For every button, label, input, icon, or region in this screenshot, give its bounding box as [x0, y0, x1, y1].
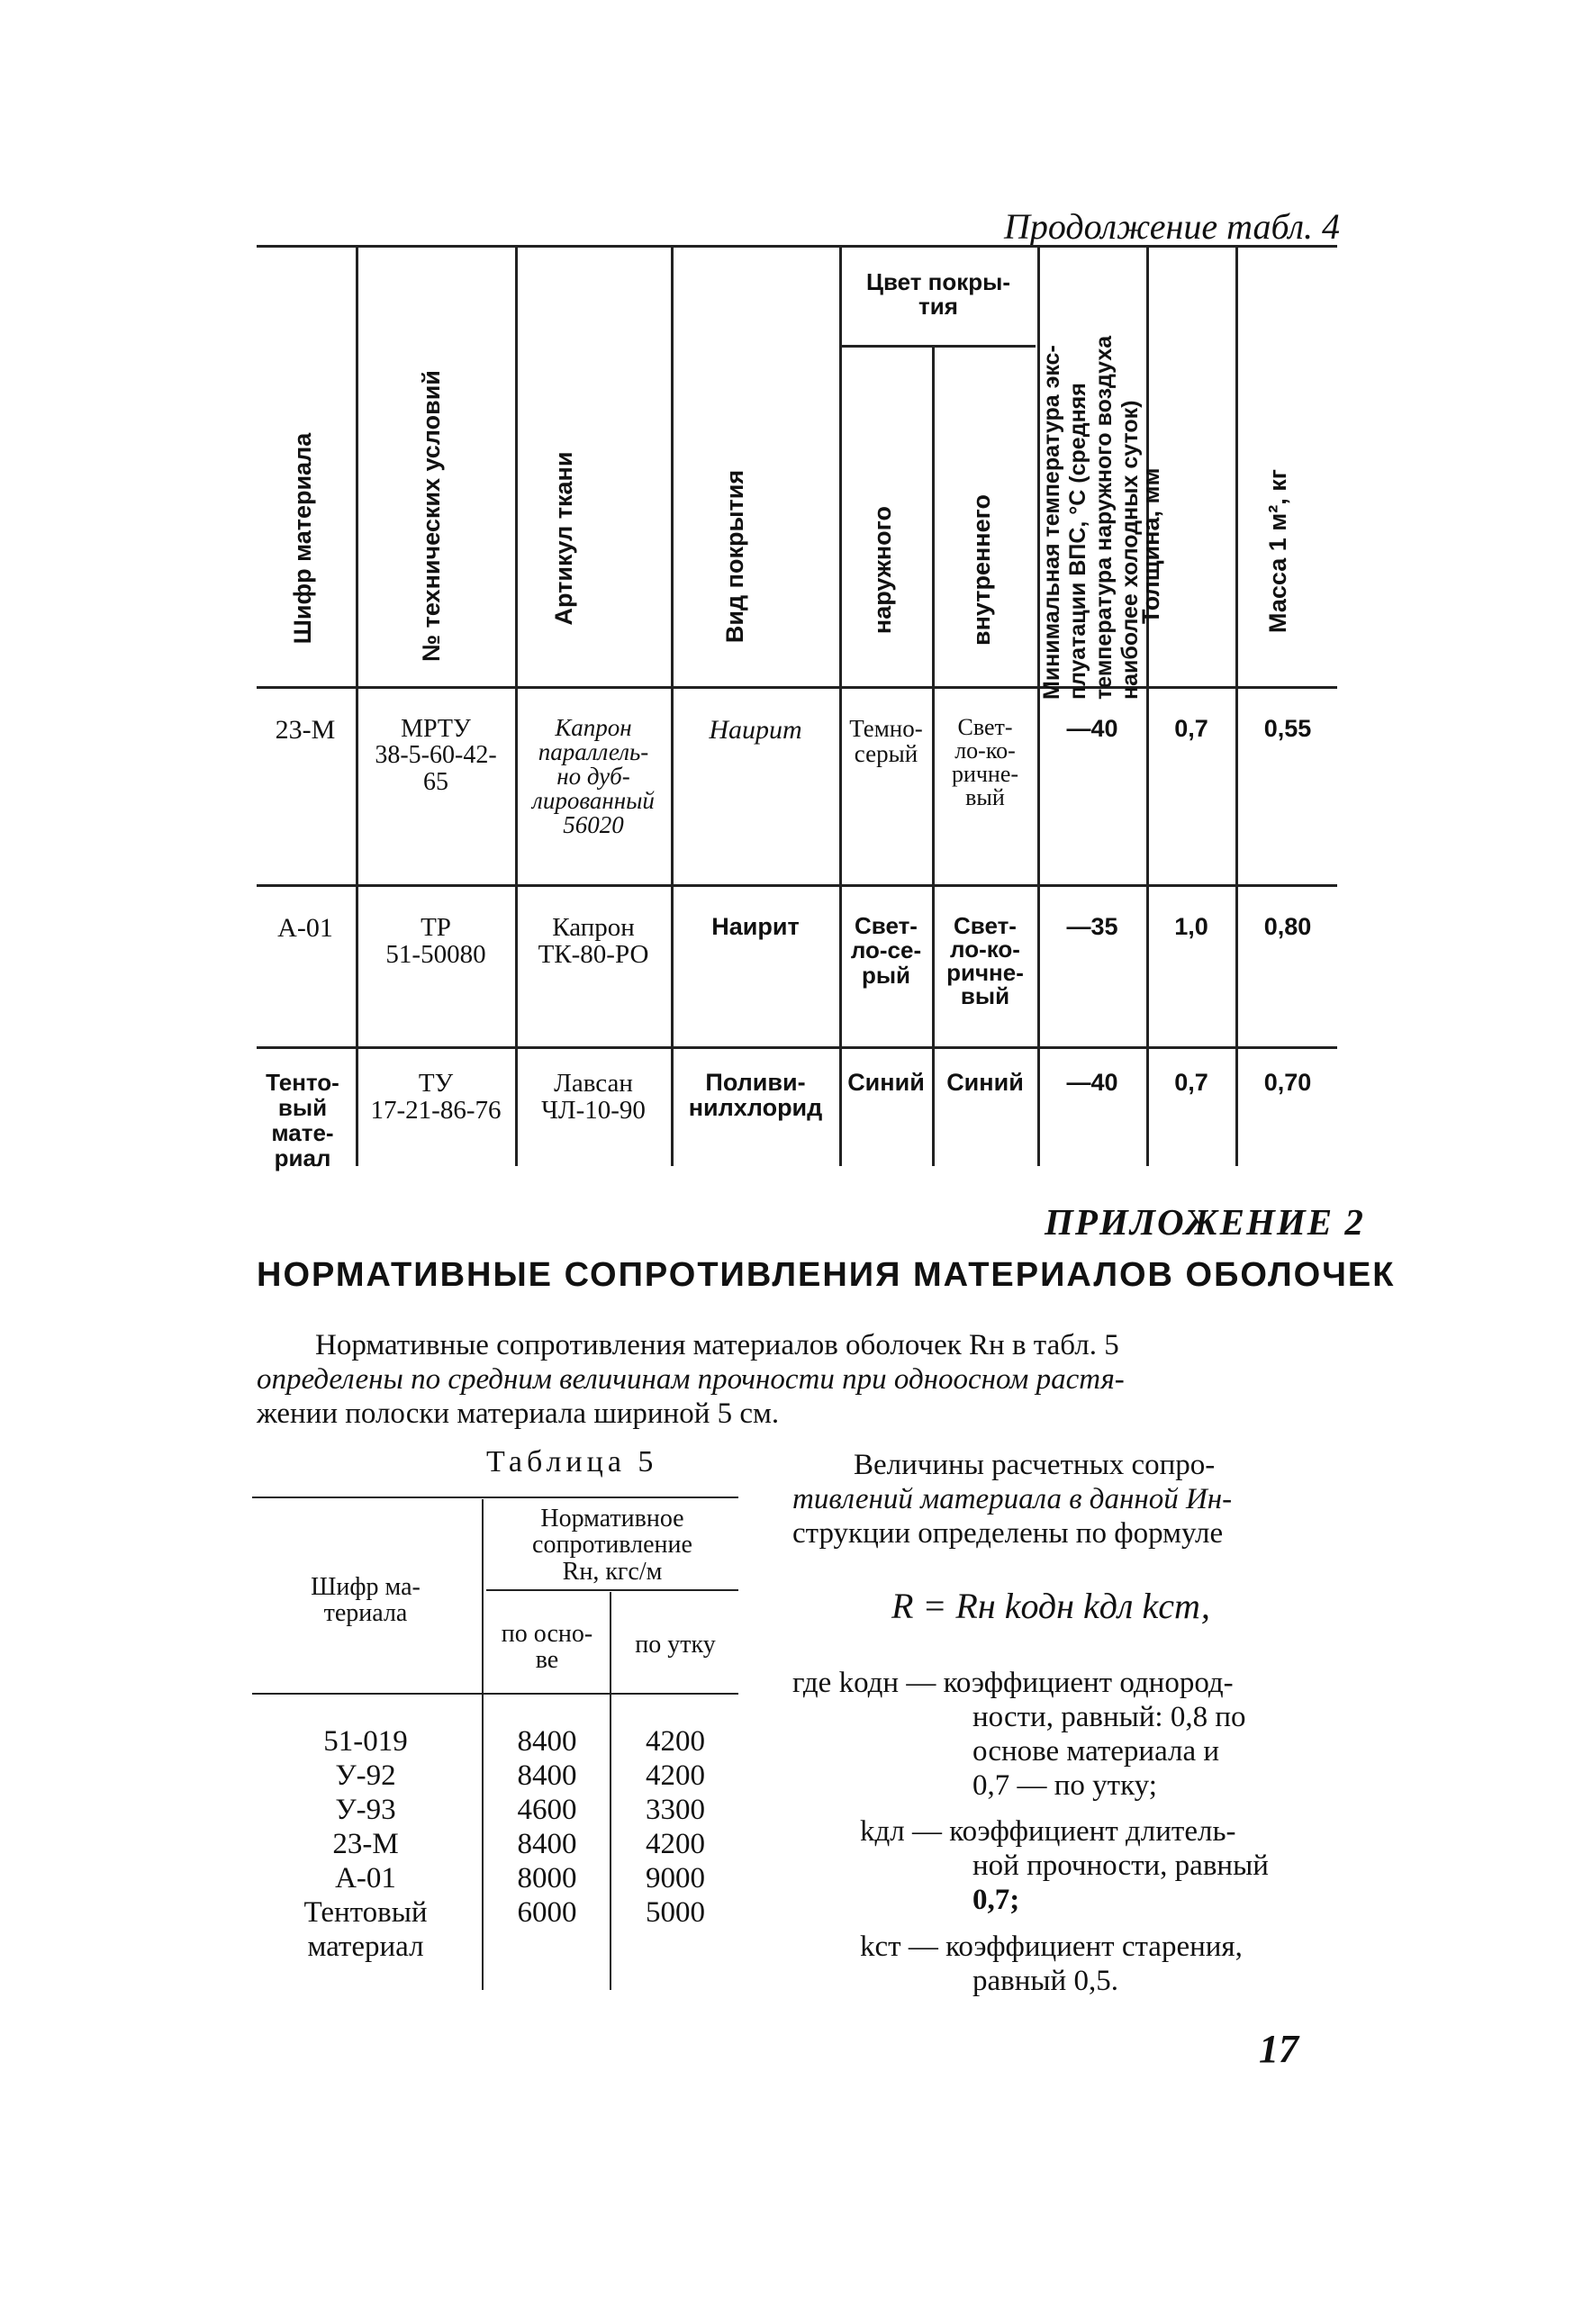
table4-row-rule — [257, 884, 1337, 887]
header-color-group: Цвет покры- тия — [865, 268, 1011, 321]
table5-col-divider — [482, 1499, 484, 1990]
appendix-paragraph-line: жении полоски материала шириной 5 см. — [257, 1397, 780, 1430]
table4-col-divider — [671, 248, 674, 1166]
t4-row1-code: 23-М — [275, 715, 336, 745]
table5-weft-values — [612, 1724, 738, 1930]
t4-row3-article: Лавсан ЧЛ-10-90 — [541, 1069, 646, 1126]
table5-weft-value: 4200 — [646, 1828, 705, 1860]
table5-weft-value: 3300 — [646, 1794, 705, 1826]
table5-header-rule — [252, 1693, 738, 1695]
table5-warp-value: 8000 — [517, 1862, 577, 1894]
definition-kdl-line: ной прочности, равный — [972, 1849, 1269, 1882]
header-coating: Вид покрытия — [721, 469, 748, 644]
t4-row2-outer: Свет- ло-се- рый — [850, 912, 922, 989]
table5-header-code: Шифр ма- териала — [311, 1573, 421, 1628]
t4-row1-inner: Свет- ло-ко- ричне- вый — [951, 714, 1019, 810]
t4-row1-outer: Темно- серый — [849, 715, 923, 768]
definition-kst-line: равный 0,5. — [972, 1965, 1118, 1997]
header-mass: Масса 1 м², кг — [1264, 469, 1291, 633]
table5-header-weft: по утку — [635, 1631, 716, 1659]
header-article: Артикул ткани — [550, 451, 577, 626]
appendix-label: ПРИЛОЖЕНИЕ 2 — [1045, 1201, 1365, 1243]
header-temperature: Минимальная температура экс- плуатации ВПС, °С (средняя температура наружного воздуха наиболее холодных суток) — [1039, 335, 1143, 700]
table5-code: материал — [307, 1931, 424, 1963]
appendix-title: НОРМАТИВНЫЕ СОПРОТИВЛЕНИЯ МАТЕРИАЛОВ ОБОЛОЧЕК — [257, 1256, 1396, 1294]
appendix-paragraph-line: определены по средним величинам прочности при одноосном растя- — [257, 1363, 1125, 1396]
table5-weft-value: 4200 — [646, 1725, 705, 1758]
t4-row2-inner: Свет- ло-ко- ричне- вый — [946, 912, 1024, 1009]
t4-row1-mass: 0,55 — [1263, 715, 1312, 742]
table5-title: Таблица 5 — [486, 1445, 658, 1478]
table4-caption: Продолжение табл. 4 — [1004, 206, 1341, 247]
table5-warp-value: 6000 — [517, 1896, 577, 1929]
table5-code: Тентовый — [303, 1896, 428, 1929]
t4-row3-inner: Синий — [946, 1069, 1024, 1096]
t4-row3-temp: —40 — [1066, 1069, 1118, 1096]
header-spec: № технических условий — [418, 370, 445, 662]
table4-color-subrule — [842, 345, 1036, 348]
table5-weft-value: 4200 — [646, 1759, 705, 1792]
table4-row-rule — [257, 1046, 1337, 1049]
t4-row3-thickness: 0,7 — [1174, 1069, 1208, 1096]
header-color-outer: наружного — [869, 505, 896, 635]
t4-row3-outer: Синий — [847, 1069, 925, 1096]
header-code: Шифр материала — [289, 432, 316, 645]
table5-col-divider — [610, 1592, 611, 1990]
table5-weft-value: 5000 — [646, 1896, 705, 1929]
table5-top-rule — [252, 1497, 738, 1498]
table5-warp-value: 8400 — [517, 1828, 577, 1860]
t4-row3-spec: ТУ 17-21-86-76 — [370, 1069, 502, 1126]
table5-warp-values — [486, 1724, 608, 1930]
t4-row2-temp: —35 — [1066, 913, 1118, 940]
table5-codes — [254, 1724, 477, 1964]
table4-header-rule — [257, 686, 1337, 689]
table4-col-divider — [515, 248, 518, 1166]
t4-row1-thickness: 0,7 — [1174, 715, 1208, 742]
formula-intro-line: Величины расчетных сопро- — [854, 1449, 1216, 1481]
t4-row2-spec: ТР 51-50080 — [385, 913, 486, 970]
table5-warp-value: 4600 — [517, 1794, 577, 1826]
definition-kodn-line: где kодн — коэффициент однород- — [792, 1667, 1234, 1699]
t4-row3-coating: Поливи- нилхлорид — [688, 1069, 823, 1122]
header-color-inner: внутреннего — [968, 494, 995, 646]
definition-kst-line: kст — коэффициент старения, — [860, 1931, 1243, 1963]
definition-kodn-line: 0,7 — по утку; — [972, 1769, 1157, 1802]
table5-warp-value: 8400 — [517, 1759, 577, 1792]
table5-code: У-93 — [335, 1794, 396, 1826]
table5-weft-value: 9000 — [646, 1862, 705, 1894]
formula-intro-line: тивлений материала в данной Ин- — [792, 1483, 1233, 1515]
t4-row1-temp: —40 — [1066, 715, 1118, 742]
table4-top-rule — [257, 245, 1337, 248]
table5-code: А-01 — [335, 1862, 396, 1894]
definition-kdl-line: kдл — коэффициент длитель- — [860, 1815, 1236, 1848]
formula-intro-line: струкции определены по формуле — [792, 1517, 1224, 1550]
definition-kodn-line: основе материала и — [972, 1735, 1220, 1768]
table5-code: У-92 — [335, 1759, 396, 1792]
t4-row1-article: Капрон параллель- но дуб- лированный 56020 — [532, 714, 655, 838]
page-number: 17 — [1259, 2027, 1298, 2071]
t4-row2-thickness: 1,0 — [1174, 913, 1208, 940]
t4-row2-article: Капрон ТК-80-РО — [538, 913, 649, 970]
table5-code: 51-019 — [323, 1725, 408, 1758]
t4-row1-spec: МРТУ 38-5-60-42- 65 — [375, 715, 497, 796]
t4-row2-code: А-01 — [277, 913, 333, 943]
t4-row2-coating: Наирит — [711, 913, 800, 940]
table4-col-divider — [1235, 248, 1238, 1166]
formula: R = Rн kодн kдл kст, — [891, 1586, 1210, 1626]
appendix-paragraph-line: Нормативные сопротивления материалов оболочек Rн в табл. 5 — [315, 1329, 1119, 1361]
table5-warp-value: 8400 — [517, 1725, 577, 1758]
t4-row3-code: Тенто- вый мате- риал — [266, 1069, 339, 1171]
table5-code: 23-М — [332, 1828, 399, 1860]
t4-row2-mass: 0,80 — [1263, 913, 1312, 940]
table5-header-group: Нормативное сопротивление Rн, кгс/м — [532, 1505, 692, 1586]
table5-header-warp: по осно- ве — [501, 1620, 593, 1675]
table5-group-rule — [486, 1589, 738, 1591]
t4-row1-coating: Наирит — [709, 715, 802, 745]
definition-kodn-line: ности, равный: 0,8 по — [972, 1701, 1246, 1733]
table4-col-divider — [839, 248, 842, 1166]
header-thickness: Толщина, мм — [1137, 467, 1164, 624]
definition-kdl-line: 0,7; — [972, 1884, 1020, 1916]
table4-col-divider — [1146, 248, 1149, 1166]
t4-row3-mass: 0,70 — [1263, 1069, 1312, 1096]
table4-col-divider — [356, 248, 358, 1166]
